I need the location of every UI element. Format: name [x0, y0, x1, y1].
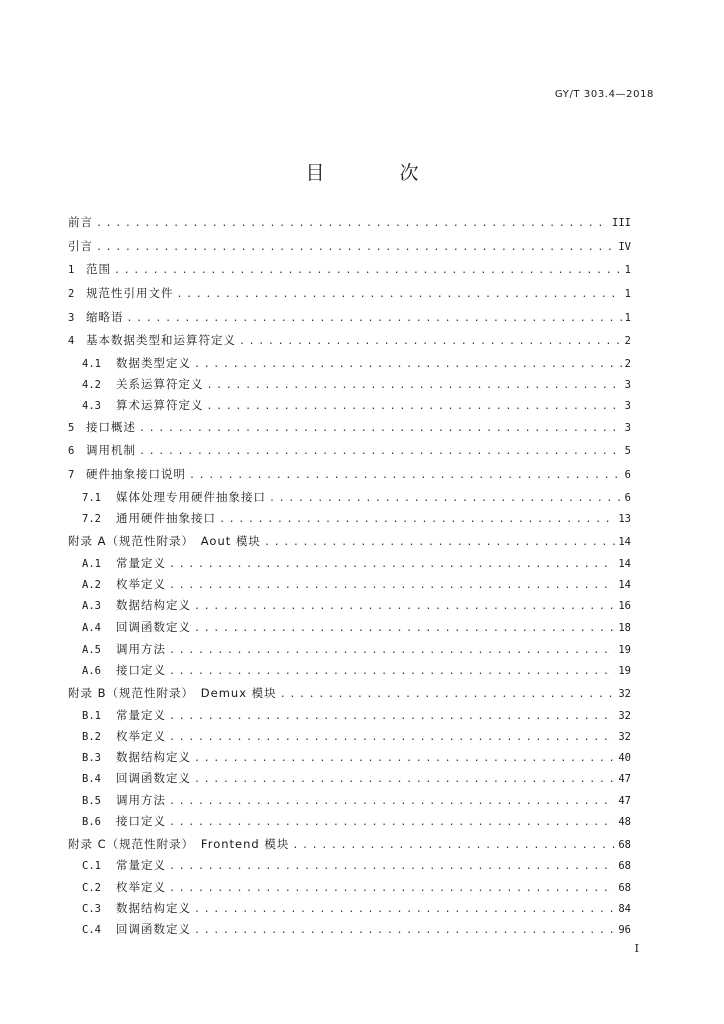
toc-entry-title: 调用方法	[116, 793, 166, 807]
toc-entry-number: 3	[68, 312, 75, 324]
toc-entry-number: 4	[68, 335, 75, 347]
toc-dot-leader	[292, 837, 615, 855]
toc-dot-leader	[169, 729, 615, 747]
toc-entry[interactable]	[68, 748, 631, 766]
toc-entry-number: 4.3	[82, 400, 101, 412]
toc-entry-title: 枚举定义	[116, 577, 166, 591]
toc-entry-page: 14	[618, 558, 631, 570]
toc-entry-number: B.2	[82, 731, 101, 743]
standard-code: GY/T 303.4—2018	[554, 89, 654, 100]
toc-entry[interactable]	[68, 812, 631, 830]
toc-entry[interactable]	[68, 856, 631, 874]
toc-entry-page: 19	[618, 644, 631, 656]
toc-entry-title: 硬件抽象接口说明	[86, 467, 186, 481]
toc-entry-title: 调用机制	[86, 443, 136, 457]
toc-dot-leader	[169, 556, 615, 574]
toc-entry[interactable]	[68, 509, 631, 527]
toc-entry-title: 媒体处理专用硬件抽象接口	[116, 490, 266, 504]
toc-dot-leader	[194, 901, 615, 919]
toc-entry-page: 48	[618, 816, 631, 828]
toc-entry-page: 13	[618, 513, 631, 525]
toc-entry-number: 4.1	[82, 358, 101, 370]
toc-dot-leader	[239, 333, 622, 351]
toc-entry-page: 68	[618, 839, 631, 851]
toc-entry-number: C.1	[82, 860, 101, 872]
toc-dot-leader	[127, 310, 622, 328]
toc-entry-page: 47	[618, 795, 631, 807]
toc-entry-number: 6	[68, 445, 75, 457]
toc-entry-page: 6	[624, 469, 631, 481]
toc-entry-title: 范围	[86, 262, 111, 276]
toc-entry-number: C.2	[82, 882, 101, 894]
toc-entry-number: A.3	[82, 600, 101, 612]
toc-dot-leader	[219, 511, 615, 529]
toc-entry-page: 1	[624, 288, 631, 300]
toc-entry-title: 常量定义	[116, 556, 166, 570]
toc-entry-title: 接口定义	[116, 814, 166, 828]
toc-dot-leader	[269, 490, 622, 508]
toc-entry[interactable]	[68, 684, 631, 702]
toc-entry-number: A.1	[82, 558, 101, 570]
toc-entry[interactable]	[68, 706, 631, 724]
toc-entry-page: 32	[618, 688, 631, 700]
toc-entry-number: B.5	[82, 795, 101, 807]
toc-dot-leader	[139, 443, 622, 461]
toc-entry-page: 14	[618, 536, 631, 548]
toc-entry-page: IV	[618, 240, 631, 253]
toc-entry-title: 基本数据类型和运算符定义	[86, 333, 236, 347]
toc-entry-title: 前言	[68, 215, 93, 229]
toc-entry-page: 5	[624, 445, 631, 457]
toc-entry-number: B.3	[82, 752, 101, 764]
toc-entry-page: III	[612, 217, 631, 229]
toc-dot-leader	[114, 262, 622, 280]
toc-entry[interactable]	[68, 532, 631, 550]
toc-dot-leader	[177, 286, 622, 304]
toc-entry-title: 常量定义	[116, 708, 166, 722]
toc-entry-number: A.5	[82, 644, 101, 656]
toc-entry-number: 7	[68, 469, 75, 481]
toc-entry-number: A.4	[82, 622, 101, 634]
toc-entry-page: 32	[618, 731, 631, 743]
toc-dot-leader	[207, 398, 622, 416]
toc-entry[interactable]	[68, 640, 631, 658]
toc-entry[interactable]	[68, 575, 631, 593]
toc-entry-title: 回调函数定义	[116, 620, 191, 634]
toc-dot-leader	[169, 880, 615, 898]
toc-entry-title: 常量定义	[116, 858, 166, 872]
toc-entry-number: 5	[68, 422, 75, 434]
toc-entry-title: 关系运算符定义	[116, 377, 204, 391]
toc-entry-title: 数据结构定义	[116, 598, 191, 612]
toc-entry-page: 1	[624, 264, 631, 276]
toc-entry[interactable]	[68, 835, 631, 853]
toc-entry-number: B.1	[82, 710, 101, 722]
toc-dot-leader	[194, 620, 615, 638]
toc-dot-leader	[189, 467, 622, 485]
toc-entry-title: 通用硬件抽象接口	[116, 511, 216, 525]
toc-entry-page: 96	[618, 924, 631, 936]
toc-entry-page: 1	[624, 312, 631, 324]
toc-dot-leader	[169, 577, 615, 595]
toc-dot-leader	[169, 708, 615, 726]
toc-entry-number: 2	[68, 288, 75, 300]
toc-dot-leader	[264, 534, 615, 552]
toc-entry-title: 引言	[68, 238, 93, 253]
toc-entry[interactable]	[68, 920, 631, 938]
toc-entry[interactable]	[68, 331, 631, 349]
toc-entry[interactable]	[68, 488, 631, 506]
toc-entry[interactable]	[68, 465, 631, 483]
toc-dot-leader	[96, 239, 615, 257]
toc-entry[interactable]	[68, 375, 631, 393]
toc-entry[interactable]	[68, 661, 631, 679]
toc-dot-leader	[169, 793, 615, 811]
toc-entry[interactable]	[68, 878, 631, 896]
toc-entry-number: 4.2	[82, 379, 101, 391]
toc-entry-page: 84	[618, 903, 631, 915]
toc-entry-title: 枚举定义	[116, 729, 166, 743]
toc-entry[interactable]	[68, 596, 631, 614]
toc-dot-leader	[139, 420, 622, 438]
toc-entry-title: 缩略语	[86, 310, 124, 324]
toc-entry-number: C.3	[82, 903, 101, 915]
toc-dot-leader	[194, 356, 622, 374]
toc-entry-page: 14	[618, 579, 631, 591]
toc-entry[interactable]	[68, 791, 631, 809]
toc-entry-title: 枚举定义	[116, 880, 166, 894]
toc-entry-title: 数据类型定义	[116, 356, 191, 370]
toc-dot-leader	[169, 642, 615, 660]
toc-entry[interactable]	[68, 441, 631, 459]
toc-entry-page: 3	[624, 379, 631, 391]
toc-dot-leader	[169, 814, 615, 832]
toc-entry-number: C.4	[82, 924, 101, 936]
toc-entry[interactable]	[68, 618, 631, 636]
toc-entry-number: 7.1	[82, 492, 101, 504]
toc-entry-page: 3	[624, 400, 631, 412]
toc-entry-number: 7.2	[82, 513, 101, 525]
toc-entry-page: 16	[618, 600, 631, 612]
toc-entry-page: 19	[618, 665, 631, 677]
page-number: I	[634, 942, 639, 955]
toc-entry[interactable]	[68, 308, 631, 326]
toc-entry-number: B.4	[82, 773, 101, 785]
toc-entry-title: 附录 C（规范性附录） Frontend 模块	[68, 837, 290, 851]
toc-entry-title: 接口定义	[116, 663, 166, 677]
toc-dot-leader	[194, 598, 615, 616]
toc-entry[interactable]	[68, 213, 631, 231]
toc-entry[interactable]	[68, 260, 631, 278]
toc-entry[interactable]	[68, 354, 631, 372]
toc-entry-title: 规范性引用文件	[86, 286, 174, 300]
toc-dot-leader	[194, 771, 615, 789]
toc-entry-title: 附录 A（规范性附录） Aout 模块	[68, 534, 261, 548]
toc-dot-leader	[280, 686, 616, 704]
toc-entry-title: 回调函数定义	[116, 922, 191, 936]
toc-entry-page: 18	[618, 622, 631, 634]
toc-entry-title: 回调函数定义	[116, 771, 191, 785]
toc-entry[interactable]	[68, 727, 631, 745]
toc-entry-title: 接口概述	[86, 420, 136, 434]
toc-entry-page: 47	[618, 773, 631, 785]
toc-entry[interactable]	[68, 396, 631, 414]
toc-entry[interactable]	[68, 769, 631, 787]
toc-dot-leader	[194, 922, 615, 940]
toc-entry[interactable]	[68, 554, 631, 572]
toc-dot-leader	[194, 750, 615, 768]
toc-entry[interactable]	[68, 237, 631, 255]
toc-entry[interactable]	[68, 284, 631, 302]
toc-entry-title: 算术运算符定义	[116, 398, 204, 412]
toc-entry-page: 68	[618, 882, 631, 894]
toc-entry[interactable]	[68, 418, 631, 436]
toc-dot-leader	[169, 858, 615, 876]
toc-entry-page: 68	[618, 860, 631, 872]
toc-entry-number: A.6	[82, 665, 101, 677]
toc-entry-title: 数据结构定义	[116, 901, 191, 915]
toc-entry-number: B.6	[82, 816, 101, 828]
toc-entry-title: 调用方法	[116, 642, 166, 656]
toc-entry-title: 附录 B（规范性附录） Demux 模块	[68, 686, 277, 700]
toc-entry-page: 2	[624, 358, 631, 370]
toc-entry-page: 2	[624, 335, 631, 347]
toc-entry-page: 32	[618, 710, 631, 722]
toc-dot-leader	[96, 215, 609, 233]
toc-entry-number: A.2	[82, 579, 101, 591]
toc-dot-leader	[207, 377, 622, 395]
toc-entry-number: 1	[68, 264, 75, 276]
toc-entry-page: 40	[618, 752, 631, 764]
toc-entry-page: 3	[624, 422, 631, 434]
toc-entry[interactable]	[68, 899, 631, 917]
toc-title: 目 次	[305, 162, 447, 184]
toc-entry-title: 数据结构定义	[116, 750, 191, 764]
toc-entry-page: 6	[624, 492, 631, 504]
toc-dot-leader	[169, 663, 615, 681]
